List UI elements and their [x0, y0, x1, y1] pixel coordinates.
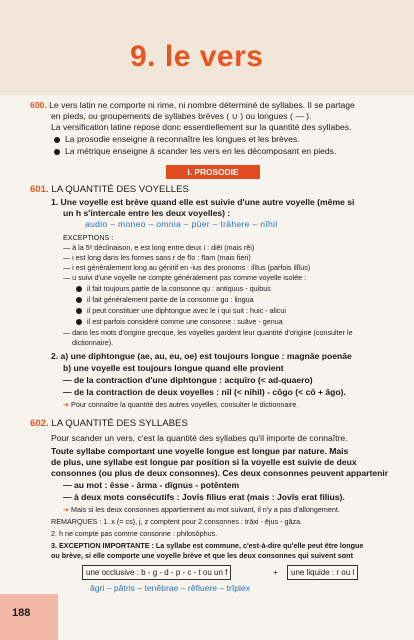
position-deux-mots: — à deux mots consécutifs : Jovīs filius erat (mais : Jovĭs erat filius).	[63, 492, 345, 502]
page-number: 188	[12, 607, 31, 619]
exception-4b: il fait généralement partie de la consonne gu : lingua	[76, 295, 254, 305]
para-602-rule-line2: de plus, une syllabe est longue par position si la voyelle est suivie de deux	[51, 457, 357, 467]
arrow-icon: ➔	[63, 505, 72, 514]
position-au-mot: — au mot : ēsse - ārma - dīgnus - potēntem	[63, 480, 240, 490]
exceptions-label: EXCEPTIONS :	[63, 233, 114, 242]
remark-3-line1: 3. EXCEPTION IMPORTANTE : La syllabe est commune, c'est-à-dire qu'elle peut être longue	[51, 541, 364, 550]
exception-4a: il fait toujours partie de la consonne qu : antiquus - quibus	[76, 284, 271, 294]
no-lengthening-note: ➔ Mais si les deux consonnes appartiennent au mot suivant, il n'y a pas d'allongement.	[63, 505, 340, 514]
exception-4d: il est parfois considéré comme une consonne : suāve - genua	[76, 317, 283, 327]
exception-4c: il peut constituer une diphtongue avec le i qui suit : huic - alicui	[76, 306, 286, 316]
plus-sign: +	[273, 567, 279, 577]
dictionary-note: ➔ Pour connaître la quantité des autres voyelles, consulter le dictionnaire.	[63, 400, 299, 409]
rule-1-examples: audio – moneo – omnia – pūer – trāhere – nĭhil	[85, 219, 278, 229]
bullet-icon	[76, 286, 82, 292]
para-600-number: 600.	[30, 100, 47, 110]
para-600-line1: 600. Le vers latin ne comporte ni rime, ni nombre déterminé de syllabes. Il se partage	[30, 100, 355, 110]
bullet-icon	[54, 149, 60, 155]
metrique-definition: La métrique enseigne à scander les vers en les décomposant en pieds.	[54, 146, 336, 157]
para-600-line3: La versification latine repose donc essentiellement sur la quantité des syllabes.	[51, 122, 352, 132]
exception-4: — u suivi d'une voyelle ne compte généralement pas comme voyelle isolée :	[63, 273, 307, 282]
occlusive-box: une occlusive : b - g - d - p - c - t ou un f	[82, 565, 231, 580]
prosodie-definition: La prosodie enseigne à reconnaître les longues et les brèves.	[54, 134, 300, 145]
section-prosodie-label: I. PROSODIE	[166, 165, 260, 179]
exception-2: — i est long dans les formes sans r de fīo : fīam (mais fieri)	[63, 253, 251, 262]
heading-601: 601. LA QUANTITÉ DES VOYELLES	[30, 184, 189, 195]
bullet-icon	[76, 319, 82, 325]
exception-5-line1: — dans les mots d'origine grecque, les voyelles gardent leur quantité d'origine (consulter le	[63, 328, 353, 337]
para-602-intro: Pour scander un vers, c'est la quantité des syllabes qu'il importe de connaître.	[51, 433, 348, 443]
para-602-rule-line1: Toute syllabe comportant une voyelle longue est longue par nature. Mais	[51, 446, 349, 456]
heading-602: 602. LA QUANTITÉ DES SYLLABES	[30, 418, 188, 429]
exception-5-line2: dictionnaire).	[72, 338, 114, 347]
rule-2b-contraction-diphtongue: — de la contraction d'une diphtongue : acquīro (< ad-quaero)	[63, 375, 313, 385]
remark-2: 2. h ne compte pas comme consonne : philosŏphus.	[51, 529, 218, 538]
liquide-box: une liquide : r ou l	[287, 565, 358, 580]
rule-2b: b) une voyelle est toujours longue quand elle provient	[63, 363, 284, 373]
rule-2b-contraction-voyelles: — de la contraction de deux voyelles : nīl (< nihil) - cōgo (< cō + ăgo).	[63, 387, 346, 397]
rule-1-line2: un h s'intercale entre les deux voyelles) :	[63, 208, 231, 218]
bullet-icon	[54, 137, 60, 143]
bullet-icon	[76, 308, 82, 314]
arrow-icon: ➔	[63, 400, 72, 409]
exception-3: — i est généralement long au génitif en -ius des pronoms : illīus (parfois illĭus)	[63, 263, 311, 272]
bullet-icon	[76, 297, 82, 303]
remark-1: REMARQUES : 1. x (= cs), j, z comptent pour 2 consonnes : trāxi - ējus - gāza.	[51, 517, 303, 526]
rule-2a: 2. a) une diphtongue (ae, au, eu, oe) est toujours longue : magnāe poenāe	[51, 351, 352, 361]
remark-3-line2: ou brève, si elle comporte une voyelle brève et que les deux consonnes qui suivent sont	[51, 551, 353, 560]
para-600-line2: en pieds, ou groupements de syllabes brèves ( ∪ ) ou longues ( — ).	[51, 111, 312, 121]
exception-1: — à la 5ᵉ déclinaison, e est long entre deux i : diēi (mais rĕi)	[63, 243, 255, 252]
para-602-rule-line3: consonnes (ou plus de deux consonnes). Ces deux consonnes peuvent appartenir	[51, 468, 389, 478]
chapter-title: 9. le vers	[130, 40, 264, 73]
syllable-examples: ăgri – pătris – tenĕbrae – rĕfluere – trĭplex	[90, 583, 251, 593]
rule-1-line1: 1. Une voyelle est brève quand elle est suivie d'une autre voyelle (même si	[51, 197, 355, 207]
